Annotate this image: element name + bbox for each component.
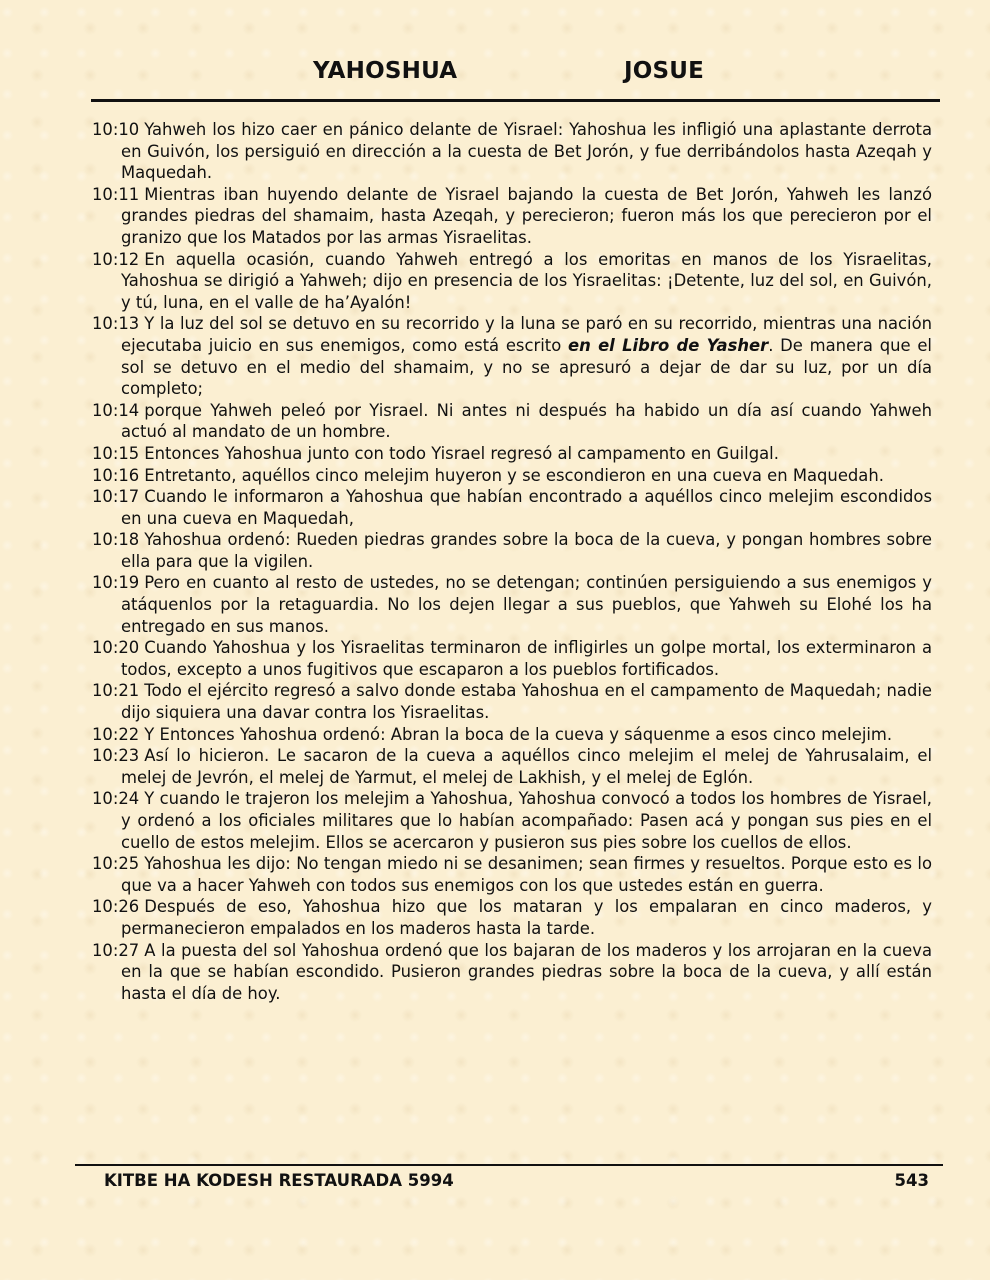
- verse-ref: 10:21: [92, 681, 140, 701]
- book-reference: en el Libro de Yasher: [568, 335, 769, 355]
- verse-10-27: [92, 940, 932, 1005]
- verse-10-10: [92, 119, 932, 184]
- verse-10-14: [92, 400, 932, 443]
- page-number: 543: [894, 1171, 929, 1190]
- verse-text: Así lo hicieron. Le sacaron de la cueva a aquéllos cinco melejim el melej de Yahrusalaim, el melej de Jevrón, el melej de Yarmut, el melej de Lakhish, y el melej de Eglón.: [121, 746, 932, 787]
- verse-10-24: [92, 788, 932, 853]
- verse-ref: 10:13: [92, 314, 140, 334]
- verse-ref: 10:25: [92, 854, 140, 874]
- verse-10-22: [92, 724, 932, 746]
- verse-10-11: [92, 184, 932, 249]
- verse-ref: 10:20: [92, 638, 140, 658]
- verse-ref: 10:14: [92, 400, 140, 420]
- verse-10-16: [92, 465, 932, 487]
- header-rule: [91, 99, 940, 102]
- verse-ref: 10:19: [92, 573, 140, 593]
- verse-text: Yahoshua les dijo: No tengan miedo ni se desanimen; sean firmes y resueltos. Porque esto es lo que va a hacer Yahweh con todos sus enemigos con los que ustedes están en guerra.: [121, 854, 932, 895]
- verse-text: Entonces Yahoshua junto con todo Yisrael regresó al campamento en Guilgal.: [144, 443, 779, 463]
- footer-rule: [75, 1164, 943, 1166]
- verse-text: Todo el ejército regresó a salvo donde estaba Yahoshua en el campamento de Maquedah; nadie dijo siquiera una davar contra los Yisraelitas.: [121, 681, 932, 723]
- verse-10-26: [92, 896, 932, 939]
- verse-10-23: [92, 745, 932, 788]
- verse-ref: 10:18: [92, 530, 140, 550]
- verse-ref: 10:10: [92, 120, 140, 139]
- verse-text: Cuando le informaron a Yahoshua que habían encontrado a aquéllos cinco melejim escondidos en una cueva en Maquedah,: [121, 487, 932, 528]
- verse-text: Yahweh los hizo caer en pánico delante de Yisrael: Yahoshua les infligió una aplastante derrota en Guivón, los persiguió en dirección a la cuesta de Bet Jorón, y fue derribándolos hasta Azeqah y Maquedah.: [121, 120, 932, 183]
- verse-ref: 10:26: [92, 897, 140, 917]
- verse-10-12: [92, 249, 932, 314]
- verse-10-17: [92, 486, 932, 529]
- verse-ref: 10:27: [92, 940, 140, 960]
- running-title-left: YAHOSHUA: [313, 58, 458, 84]
- verse-text: Mientras iban huyendo delante de Yisrael bajando la cuesta de Bet Jorón, Yahweh les lanzó grandes piedras del shamaim, hasta Azeqah, y perecieron; fueron más los que perecieron por el granizo que los Matados por las armas Yisraelitas.: [121, 184, 932, 247]
- verse-ref: 10:11: [92, 184, 140, 204]
- verse-10-19: [92, 572, 932, 637]
- verse-text: porque Yahweh peleó por Yisrael. Ni antes ni después ha habido un día así cuando Yahweh actuó al mandato de un hombre.: [121, 400, 932, 442]
- verse-10-25: [92, 853, 932, 896]
- verse-text: Y la luz del sol se detuvo en su recorrido y la luna se paró en su recorrido, mientras una nación ejecutaba juicio en sus enemigos, como está escrito: [121, 314, 932, 355]
- verse-text: Después de eso, Yahoshua hizo que los mataran y los empalaran en cinco maderos, y permanecieron empalados en los maderos hasta la tarde.: [121, 897, 932, 938]
- verse-10-18: [92, 529, 932, 572]
- verse-10-15: [92, 443, 932, 465]
- verse-list: [92, 119, 932, 1004]
- running-title-right: JOSUE: [624, 58, 705, 84]
- verse-text: Yahoshua ordenó: Rueden piedras grandes sobre la boca de la cueva, y pongan hombres sobre ella para que la vigilen.: [121, 530, 932, 571]
- verse-text: A la puesta del sol Yahoshua ordenó que los bajaran de los maderos y los arrojaran en la cueva en la que se habían escondido. Pusieron grandes piedras sobre la boca de la cueva, y allí están hasta el día de hoy.: [121, 940, 932, 1003]
- verse-ref: 10:22: [92, 724, 140, 744]
- verse-ref: 10:12: [92, 249, 140, 269]
- verse-10-21: [92, 680, 932, 723]
- verse-10-20: [92, 637, 932, 680]
- verse-ref: 10:16: [92, 465, 140, 485]
- verse-10-13: [92, 313, 932, 399]
- verse-ref: 10:23: [92, 746, 140, 766]
- verse-ref: 10:15: [92, 443, 140, 463]
- verse-ref: 10:17: [92, 487, 140, 507]
- verse-text: Pero en cuanto al resto de ustedes, no se detengan; continúen persiguiendo a sus enemigos y atáquenlos por la retaguardia. No los dejen llegar a sus pueblos, que Yahweh su Elohé los ha entregado en sus manos.: [121, 573, 932, 636]
- verse-text: Entretanto, aquéllos cinco melejim huyeron y se escondieron en una cueva en Maquedah.: [144, 465, 884, 485]
- verse-text: Y cuando le trajeron los melejim a Yahoshua, Yahoshua convocó a todos los hombres de Yisrael, y ordenó a los oficiales militares que lo habían acompañado: Pasen acá y pongan sus pies en el cuello de estos melejim. Ellos se acercaron y pusieron sus pies sobre los cuellos de ellos.: [121, 789, 932, 852]
- verse-text: Cuando Yahoshua y los Yisraelitas terminaron de infligirles un golpe mortal, los exterminaron a todos, excepto a unos fugitivos que escaparon a los pueblos fortificados.: [121, 638, 932, 679]
- page-header: [0, 58, 990, 90]
- verse-text: Y Entonces Yahoshua ordenó: Abran la boca de la cueva y sáquenme a esos cinco melejim.: [144, 724, 893, 744]
- verse-text: En aquella ocasión, cuando Yahweh entregó a los emoritas en manos de los Yisraelitas, Yahoshua se dirigió a Yahweh; dijo en presencia de los Yisraelitas: ¡Detente, luz del sol, en Guivón, y tú, luna, en el valle de ha’Ayalón!: [121, 249, 932, 312]
- verse-text-continued: . De manera que el sol se detuvo en el medio del shamaim, y no se apresuró a dejar de dar su luz, por un día completo;: [121, 335, 932, 399]
- footer-book-title: KITBE HA KODESH RESTAURADA 5994: [104, 1171, 454, 1190]
- verse-ref: 10:24: [92, 789, 140, 809]
